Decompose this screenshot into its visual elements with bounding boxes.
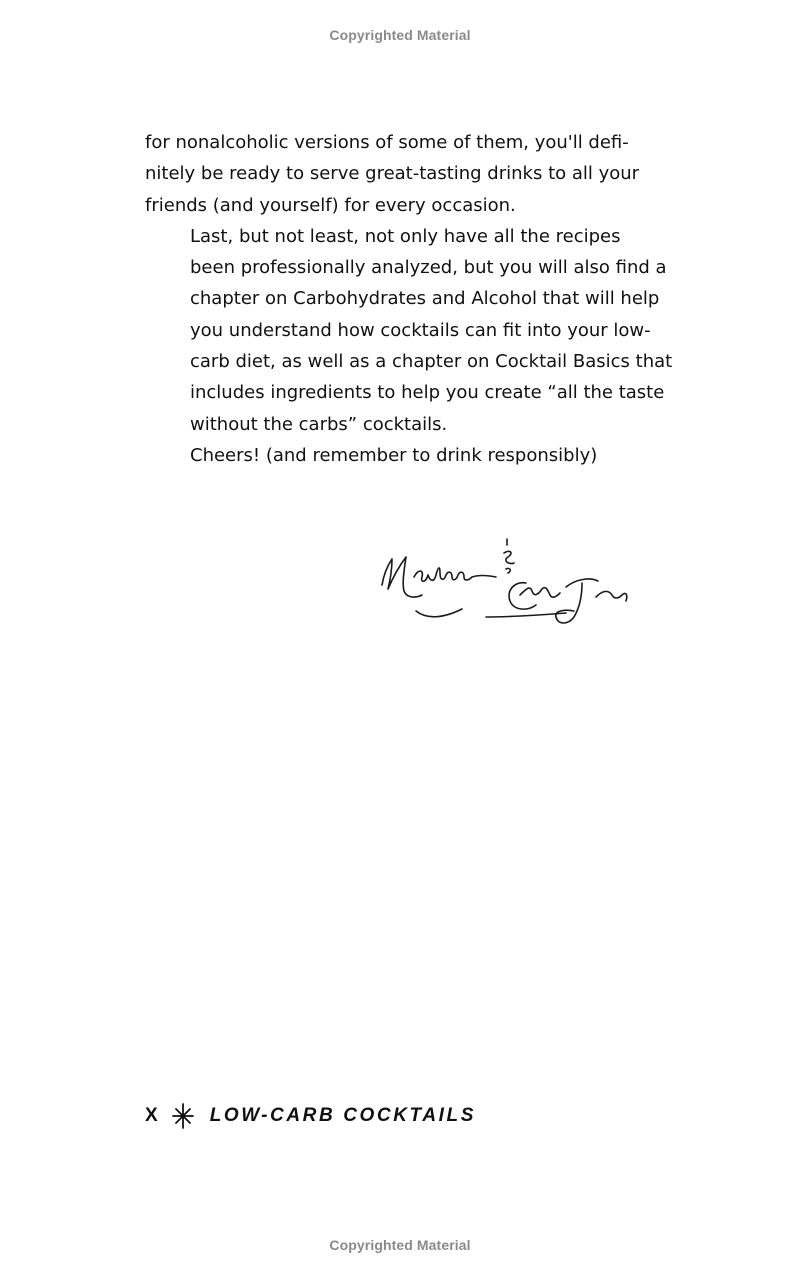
- text-line: friends (and yourself) for every occasion.: [145, 194, 516, 216]
- text-line: chapter on Carbohydrates and Alcohol that will help: [190, 288, 660, 310]
- text-line: Last, but not least, not only have all the recipes: [190, 225, 621, 247]
- body-text: [145, 127, 673, 471]
- text-line: includes ingredients to help you create “all the taste: [190, 382, 665, 404]
- text-line: nitely be ready to serve great-tasting drinks to all your: [145, 163, 640, 185]
- paragraph-2: [145, 221, 673, 440]
- paragraph-1: [145, 127, 650, 221]
- text-line: without the carbs” cocktails.: [190, 413, 448, 435]
- page-number: X: [145, 1105, 158, 1126]
- running-title: LOW-CARB COCKTAILS: [209, 1105, 477, 1126]
- signature-image: [370, 525, 640, 635]
- page-footer: [145, 1101, 476, 1131]
- text-line: you understand how cocktails can fit into your low-: [190, 319, 651, 341]
- text-line: Cheers! (and remember to drink responsibly): [190, 444, 598, 466]
- watermark-bottom: Copyrighted Material: [329, 1237, 471, 1253]
- text-line: carb diet, as well as a chapter on Cocktail Basics that: [190, 351, 673, 373]
- star-ornament-icon: [170, 1103, 196, 1129]
- watermark-top: Copyrighted Material: [329, 27, 471, 43]
- paragraph-3: [145, 440, 650, 471]
- text-line: for nonalcoholic versions of some of them, you'll defi-: [145, 132, 629, 153]
- text-line: been professionally analyzed, but you will also find a: [190, 257, 667, 279]
